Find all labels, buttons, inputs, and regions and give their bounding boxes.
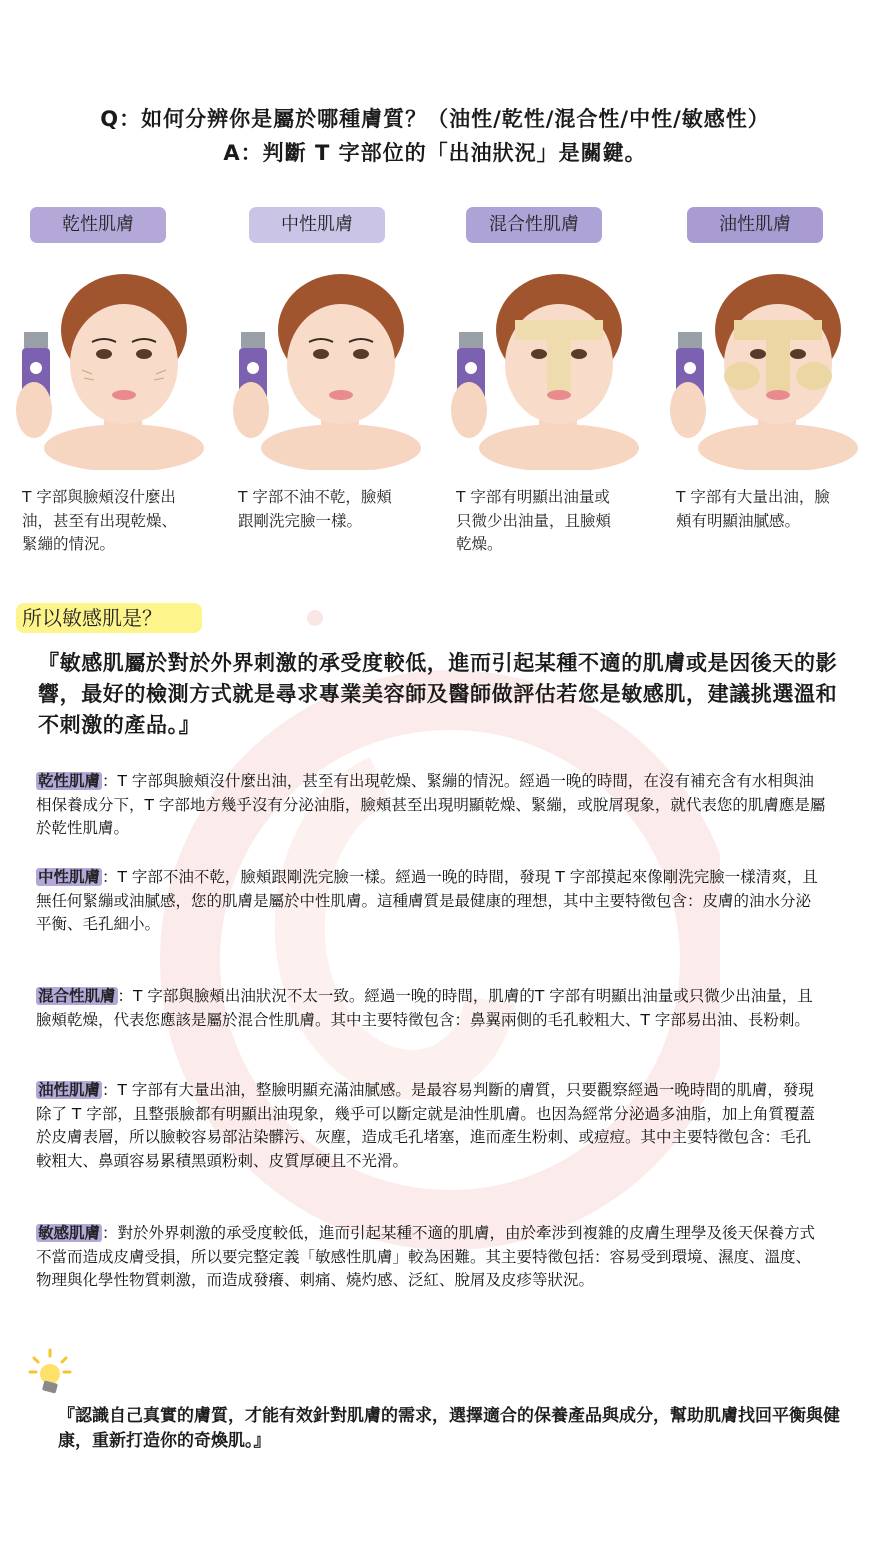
oily-skin-short-desc: T 字部有大量出油，臉頰有明顯油膩感。 [676, 488, 830, 530]
label-dry-skin: 乾性肌膚 [30, 207, 166, 243]
combination-skin-short-desc: T 字部有明顯出油量或只微少出油量，且臉頰乾燥。 [456, 488, 612, 553]
dry-skin-short-desc: T 字部與臉頰沒什麼出油，甚至有出現乾燥、緊繃的情況。 [22, 488, 178, 553]
combination-skin-tag: 混合性肌膚 [38, 987, 116, 1005]
oily-skin-face-illustration [668, 270, 858, 470]
dry-skin-detail-text: ：T 字部與臉頰沒什麼出油，甚至有出現乾燥、緊繃的情況。經過一晚的時間，在沒有補充含有水相與油相保養成分下，T 字部地方幾乎沒有分泌油脂，臉頰甚至出現明顯乾燥、緊繃，或脫屑現象，就代表您的肌膚應是屬於乾性肌膚。 [36, 772, 826, 837]
oily-skin-tag: 油性肌膚 [38, 1081, 101, 1099]
lightbulb-icon [28, 1348, 78, 1400]
normal-skin-tag: 中性肌膚 [38, 868, 101, 886]
label-combination-skin: 混合性肌膚 [466, 207, 602, 243]
oily-skin-detail [36, 1079, 826, 1173]
normal-skin-short-desc: T 字部不油不乾，臉頰跟剛洗完臉一樣。 [238, 488, 392, 530]
dry-skin-tag: 乾性肌膚 [38, 772, 101, 790]
label-oily-skin: 油性肌膚 [687, 207, 823, 243]
sensitive-section-title: 所以敏感肌是？ [16, 603, 202, 633]
sensitive-quote: 『敏感肌屬於對於外界刺激的承受度較低，進而引起某種不適的肌膚或是因後天的影響，最好的檢測方式就是尋求專業美容師及醫師做評估若您是敏感肌，建議挑選溫和不刺激的產品。』 [38, 651, 838, 737]
dry-skin-face-illustration [14, 270, 204, 470]
normal-skin-face-illustration [231, 270, 421, 470]
normal-skin-detail [36, 866, 826, 937]
combination-skin-detail-text: ：T 字部與臉頰出油狀況不太一致。經過一晚的時間，肌膚的T 字部有明顯出油量或只微少出油量，且臉頰乾燥，代表您應該是屬於混合性肌膚。其中主要特徵包含：鼻翼兩側的毛孔較粗大、T 字部易出油、長粉刺。 [36, 987, 813, 1029]
combination-skin-detail [36, 985, 826, 1032]
sensitive-skin-tag: 敏感肌膚 [38, 1224, 101, 1242]
closing-statement: 『認識自己真實的膚質，才能有效針對肌膚的需求，選擇適合的保養產品與成分，幫助肌膚找回平衡與健康，重新打造你的奇煥肌。』 [58, 1406, 840, 1451]
oily-skin-detail-text: ：T 字部有大量出油，整臉明顯充滿油膩感。是最容易判斷的膚質，只要觀察經過一晚時間的肌膚，發現除了 T 字部，且整張臉都有明顯出油現象，幾乎可以斷定就是油性肌膚。也因為經常分泌過多油脂，加上角質覆蓋於皮膚表層，所以臉較容易部沾染髒污、灰塵，造成毛孔堵塞，進而產生粉刺、或痘痘。其中主要特徵包含：毛孔較粗大、鼻頭容易累積黑頭粉刺、皮質厚硬且不光滑。 [36, 1081, 815, 1170]
dry-skin-detail [36, 770, 826, 841]
normal-skin-detail-text: ：T 字部不油不乾，臉頰跟剛洗完臉一樣。經過一晚的時間，發現 T 字部摸起來像剛洗完臉一樣清爽，且無任何緊繃或油膩感，您的肌膚是屬於中性肌膚。這種膚質是最健康的理想，其中主要特徵包含：皮膚的油水分泌平衡、毛孔細小。 [36, 868, 818, 933]
sensitive-skin-detail [36, 1222, 826, 1293]
combination-skin-face-illustration [449, 270, 639, 470]
label-normal-skin: 中性肌膚 [249, 207, 385, 243]
answer-heading: A：判斷 T 字部位的「出油狀況」是關鍵。 [223, 141, 647, 165]
question-heading: Q：如何分辨你是屬於哪種膚質？（油性/乾性/混合性/中性/敏感性） [100, 107, 770, 131]
sensitive-skin-detail-text: ：對於外界刺激的承受度較低，進而引起某種不適的肌膚，由於牽涉到複雜的皮膚生理學及後天保養方式不當而造成皮膚受損，所以要完整定義「敏感性肌膚」較為困難。其主要特徵包括：容易受到環境、濕度、溫度、物理與化學性物質刺激，而造成發癢、刺痛、燒灼感、泛紅、脫屑及皮疹等狀況。 [36, 1224, 816, 1289]
